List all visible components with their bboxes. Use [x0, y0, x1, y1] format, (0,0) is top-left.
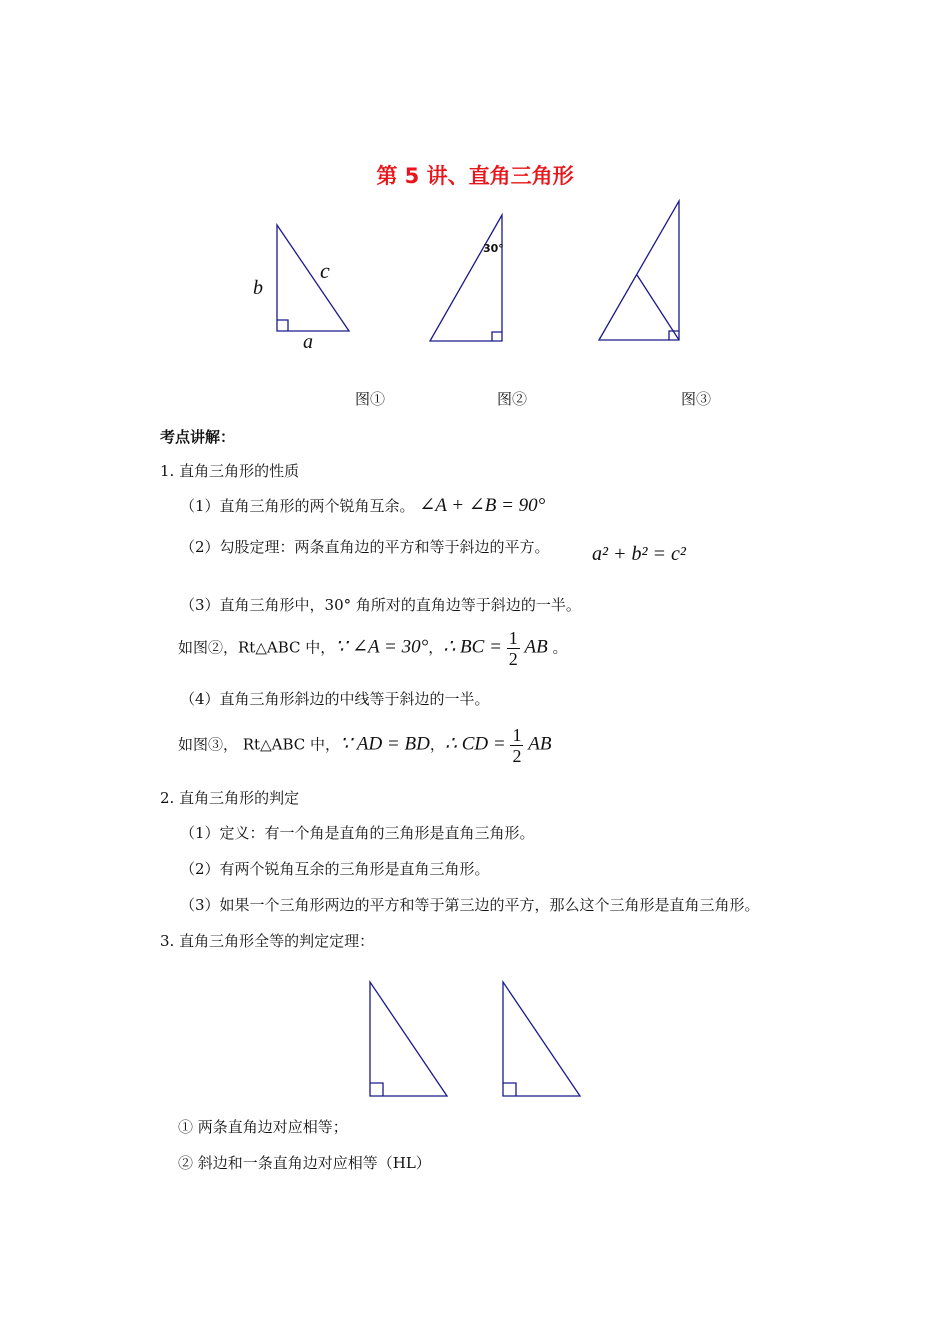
section-1-item-5: （4）直角三角形斜边的中线等于斜边的一半。 — [180, 690, 490, 708]
fraction-one-half: $\frac{1}{2}$ — [508, 628, 518, 669]
page-title: 第 5 讲、直角三角形 — [376, 164, 574, 188]
section-1-item-1 — [180, 494, 545, 517]
item-tail: AB — [528, 733, 552, 755]
figure-3-caption: 图③ — [681, 390, 712, 408]
figure-1-caption: 图① — [355, 390, 386, 408]
section-1-item-3: （3）直角三角形中，30° 角所对的直角边等于斜边的一半。 — [180, 596, 581, 614]
item-sep: ， — [429, 735, 445, 754]
section-3-title: 3. 直角三角形全等的判定定理： — [160, 932, 375, 950]
figure-1-label-a: a — [303, 331, 313, 353]
section-2-item-3: （3）如果一个三角形两边的平方和等于第三边的平方，那么这个三角形是直角三角形。 — [180, 896, 760, 914]
section-3-item-2: ② 斜边和一条直角边对应相等（HL） — [178, 1154, 431, 1172]
section-2-title: 2. 直角三角形的判定 — [160, 789, 300, 807]
item-text: 如图②，Rt△ABC 中， — [178, 638, 336, 657]
item-text: （1）直角三角形的两个锐角互余。 — [180, 497, 415, 515]
section-1-item-2-formula: a² + b² = c² — [592, 543, 686, 565]
item-tail: AB — [524, 636, 548, 658]
item-end: 。 — [547, 638, 568, 657]
item-formula-b: ∴ BC = — [443, 636, 502, 658]
item-formula-b: ∴ CD = — [444, 733, 506, 755]
item-formula: ∠A + ∠B = 90° — [419, 495, 546, 516]
item-sep: ， — [428, 638, 444, 657]
section-1-item-2-text: （2）勾股定理：两条直角边的平方和等于斜边的平方。 — [180, 538, 550, 556]
section-2-item-2: （2）有两个锐角互余的三角形是直角三角形。 — [180, 860, 490, 878]
section-3-item-1: ① 两条直角边对应相等； — [178, 1118, 348, 1136]
section-heading: 考点讲解： — [160, 428, 236, 446]
figure-1-label-c: c — [320, 258, 330, 283]
fraction-one-half: $\frac{1}{2}$ — [512, 725, 522, 766]
section-1-item-4 — [178, 628, 567, 669]
section-1-item-6 — [178, 725, 551, 766]
item-formula-a: ∵ AD = BD — [340, 733, 430, 755]
figure-2-caption: 图② — [497, 390, 528, 408]
figure-2-angle-label: 30° — [483, 242, 504, 255]
figure-1-label-b: b — [253, 277, 263, 299]
item-formula-a: ∵ ∠A = 30° — [335, 636, 429, 658]
item-text: 如图③， Rt△ABC 中， — [178, 735, 341, 754]
section-2-item-1: （1）定义：有一个角是直角的三角形是直角三角形。 — [180, 824, 535, 842]
section-1-title: 1. 直角三角形的性质 — [160, 462, 300, 480]
